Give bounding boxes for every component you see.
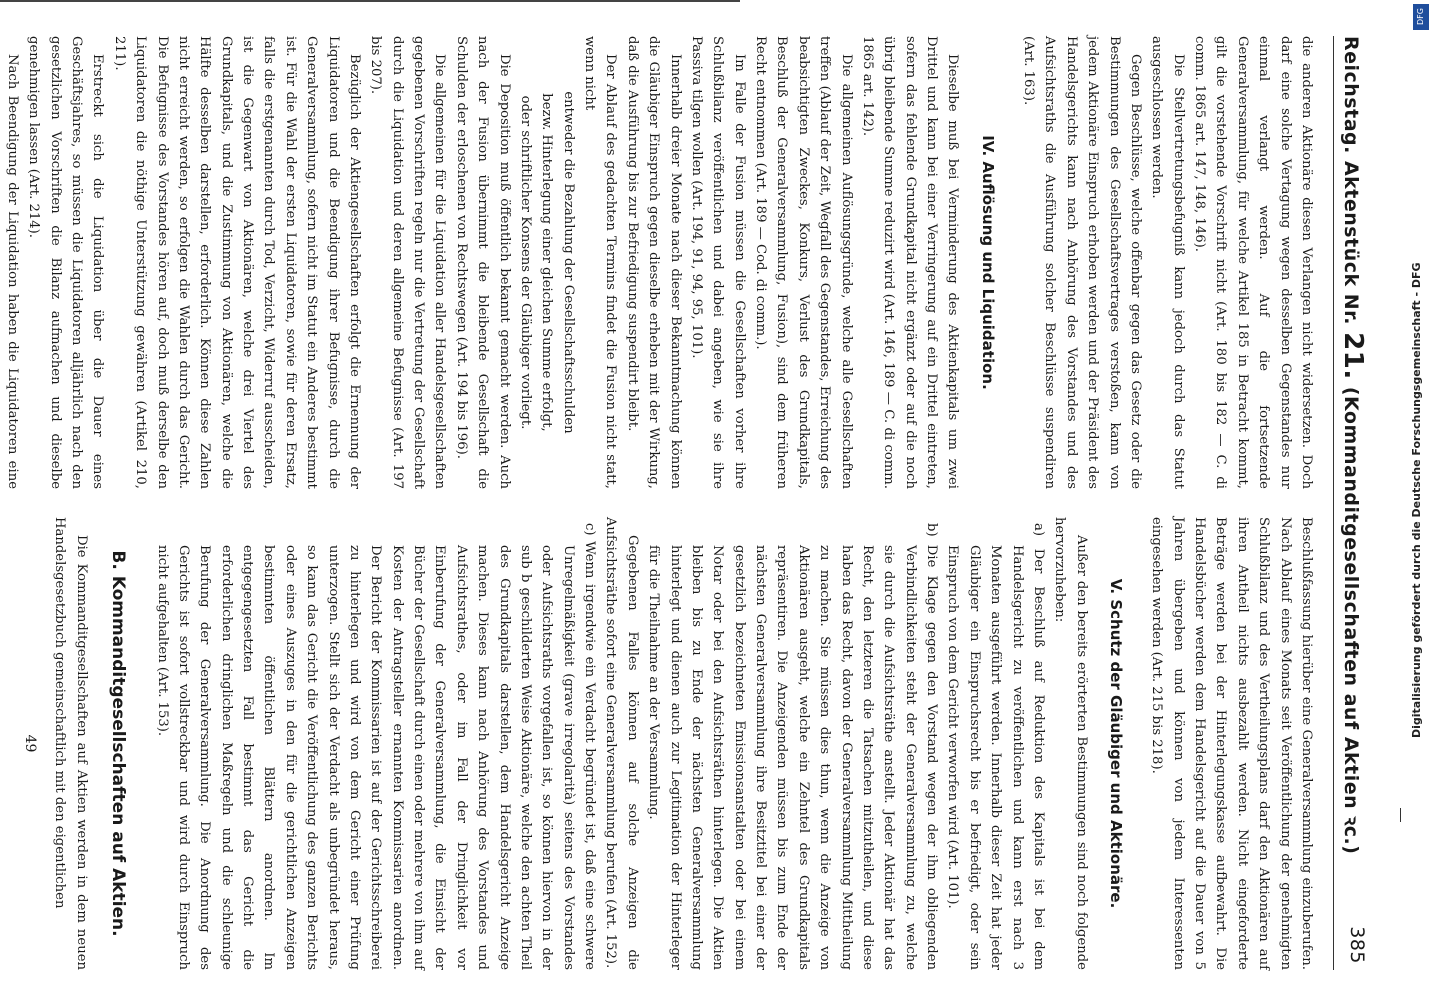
centered-line: bezw. Hinterlegung einer gleichen Summe erfolgt, (539, 93, 555, 432)
list-item: a) Der Beschluß auf Reduktion des Kapitals ist bei dem Handelsgericht zu veröffentlichen und kann erst nach 3 Monaten ausgeführt werden. Innerhalb dieser Zeit hat jeder Gläubiger ein Einspruchsrecht bis er befriedigt, oder sein Einspruch von dem Gericht verworfen wird (Art. 101). (945, 523, 1046, 970)
page-header (1333, 36, 1374, 970)
dfg-logo-icon: DFG (1413, 4, 1429, 30)
margin-mark (1400, 808, 1401, 822)
paragraph: Außer den bereits erörterten Bestimmungen sind noch folgende hervorzuheben: (1052, 517, 1089, 970)
left-column (4, 36, 1317, 489)
paragraph: die anderen Aktionäre diesen Verlangen nicht widersetzen. Doch darf eine solche Vertagung wegen desselben Gegenstandes nur einmal verlangt werden. Auf die fortsetzende Generalversammlung, für welche Artikel 185 in Betracht kommt, gilt die vorstehende Vorschrift nicht (Art. 180 bis 182 — C. di comm. 1865 art. 147, 148, 146). (1192, 36, 1314, 489)
paragraph: Der Ablauf des gedachten Termins findet die Fusion nicht statt, wenn nicht (582, 36, 619, 489)
signature-number: 49 (21, 734, 38, 753)
header-title: (Kommanditgesellschaften auf Aktien ꝛc.) (1340, 386, 1362, 855)
paragraph: Gegen Beschlüsse, welche offenbar gegen das Gesetz oder die Bestimmungen des Gesellschaftsvertrages verstoßen, kann von jedem Aktionäre Einspruch erhoben werden und der Präsident des Handelsgerichts kann nach Anhörung des Vorstandes und des Aufsichtsraths die Ausführung solcher Beschlüsse suspendiren (Art. 163). (1021, 36, 1143, 489)
centered-line: entweder die Bezahlung der Gesellschaftsschulden (560, 91, 576, 434)
paragraph: Beschlußfassung hierüber eine Generalversammlung einzuberufen. Nach Ablauf eines Monats seit Veröffentlichung der genehmigten Schlußbilanz und des Vertheilungsplans darf den Aktionären auf ihren Antheil nichts ausbezahlt werden. Nicht eingeforderte Beträge werden bei der Hinterlegungskasse aufbewahrt. Die Handelsbücher werden dem Handelsgericht auf die Dauer von 5 Jahren übergeben und können von jedem Interessenten eingesehen werden (Art. 215 bis 218). (1149, 517, 1314, 970)
right-column (21, 517, 1317, 970)
paragraph: Die Kommanditgesellschaften auf Aktien werden in dem neuen Handelsgesetzbuch gemeinschaftlich mit den eigentlichen (52, 517, 89, 970)
paragraph: Nach Beendigung der Liquidation haben die Liquidatoren eine (4, 54, 20, 489)
list-item: c) Wenn irgendwie ein Verdacht begründet ist, daß eine schwere Unregelmäßigkeit (grave irregolarità) seitens des Vorstandes oder Aufsichtsraths vorgefallen ist, so können hiervon in der sub b geschilderten Weise Aktionäre, welche den achten Theil des Grundkapitals darstellen, dem Handelsgericht Anzeige machen. Dieses kann nach Anhörung des Vorstandes und Aufsichtsrathes, oder im Fall der Dringlichkeit vor Einberufung der Generalversammlung, die Einsicht der Bücher der Gesellschaft durch einen oder mehrere von ihm auf Kosten der Antragsteller ernannten Kommissarien anordnen. Der Bericht der Kommissarien ist auf der Gerichtsschreiberei zu hinterlegen und wird von dem Gericht einer Prüfung unterzogen. Stellt sich der Verdacht als unbegründet heraus, so kann das Gericht die Veröffentlichung des ganzen Berichts oder eines Auszuges in den für die gerichtlichen Anzeigen bestimmten öffentlichen Blättern anordnen. Im entgegengesetzten Fall bestimmt das Gericht die erforderlichen dringlichen Maßregeln und die schleunige Berufung der Generalversammlung. Die Anordnung des Gerichts ist sofort vollstreckbar und wird durch Einspruch nicht aufgehalten (Art. 153). (154, 523, 598, 970)
section-heading: IV. Auflösung und Liquidation. (978, 135, 997, 390)
paragraph: Die Deposition muß öffentlich bekannt gemacht werden. Auch nach der Fusion übernimmt die bleibende Gesellschaft die Schulden der erloschenen von Rechtswegen (Art. 194 bis 196). (453, 36, 512, 489)
page-number: 385 (1346, 926, 1368, 964)
paragraph: Die allgemeinen für die Liquidation aller Handelsgesellschaften gegebenen Vorschriften regeln nur die Vertretung der Gesellschaft durch die Liquidation und deren allgemeine Befugnisse (Art. 197 bis 207). (368, 36, 448, 489)
header-source: Reichstag. Aktenstück Nr. (1340, 36, 1362, 326)
section-heading: V. Schutz der Gläubiger und Aktionäre. (1107, 578, 1125, 909)
paragraph: Die allgemeinen Auflösungsgründe, welche alle Gesellschaften treffen (Ablauf der Zeit, Wegfall des Gegenstandes, Erreichung des beabsichtigten Zweckes, Konkurs, Verlust des Grundkapitals, Beschluß der Generalversammlung, Fusion), sind dem früheren Recht entnommen (Art. 189 — Cod. di comm.). (753, 36, 854, 489)
centered-line: oder schriftlicher Konsens der Gläubiger vorliegt. (517, 95, 533, 430)
chapter-heading: B. Kommanditgesellschaften auf Aktien. (108, 550, 129, 937)
paragraph: Erstreckt sich die Liquidation über die Dauer eines Geschäftsjahres, so müssen die Liquidatoren alljährlich nach den gesetzlichen Vorschriften die Bilanz aufmachen und dieselbe genehmigen lassen (Art. 214). (26, 36, 106, 489)
paragraph: Dieselbe muß bei Verminderung des Aktienkapitals um zwei Drittel und kann bei einer Verringerung auf ein Drittel eintreten, sofern das fehlende Grundkapital nicht ergänzt oder auf die noch übrig bleibende Summe reduzirt wird (Art. 146, 189 — C. di comm. 1865 art. 142). (859, 36, 961, 489)
header-number: 21. (1338, 332, 1368, 380)
paragraph: Bezüglich der Aktiengesellschaften erfolgt die Ernennung der Liquidatoren und die Beendigung ihrer Befugnisse, durch die Generalversammlung, sofern nicht im Statut ein Anderes bestimmt ist. Für die Wahl der ersten Liquidatoren, sowie für deren Ersatz, falls die erstgenannten durch Tod, Verzicht, Widerruf ausscheiden, ist die Gegenwart von Aktionären, welche drei Viertel des Grundkapitals, und die Zustimmung von Aktionären, welche die Hälfte desselben darstellen, erforderlich. Können diese Zahlen nicht erreicht werden, so erfolgen die Wahlen durch das Gericht. Die Befugnisse des Vorstandes hören auf, doch muß derselbe den Liquidatoren die nöthige Unterstützung gewähren (Artikel 210, 211). (111, 36, 362, 489)
list-item: b) Die Klage gegen den Vorstand wegen der ihm obliegenden Verbindlichkeiten steht der Generalversammlung zu, welche sie durch die Aufsichtsräthe anstellt. Jeder Aktionär hat das Recht, den letzteren die Tatsachen mitzutheilen, und diese haben das Recht, davon der Generalversammlung Mittheilung zu machen. Sie müssen dies thun, wenn die Anzeige von Aktionären ausgeht, welche ein Zehntel des Grundkapitals repräsentiren. Die Anzeigenden müssen bis zum Ende der nächsten Generalversammlung ihre Besitztitel bei einer der gesetzlich bezeichneten Emissionsanstalten oder bei einem Notar oder bei den Aufsichtsräthen hinterlegen. Die Aktien bleiben bis zu Ende der nächsten Generalversammlung hinterlegt und dienen auch zur Legitimation der Hinterleger für die Theilnahme an der Versammlung. (646, 523, 940, 970)
header-left (1338, 36, 1368, 854)
paragraph: Gegebenen Falles können auf solche Anzeigen die Aufsichtsräthe sofort eine Generalversammlung berufen (Art. 152). (603, 517, 640, 970)
paragraph: Innerhalb dreier Monate nach dieser Bekanntmachung können die Gläubiger Einspruch gegen dieselbe erheben mit der Wirkung, daß die Ausführung bis zur Befriedigung suspendirt bleibt. (624, 36, 683, 489)
text-columns (4, 36, 1317, 970)
paragraph: Im Falle der Fusion müssen die Gesellschaften vorher ihre Schlußbilanz veröffentlichen und dabei angeben, wie sie ihre Passiva tilgen wollen (Art. 194, 91, 94, 95, 101). (688, 36, 747, 489)
digitization-credit: Digitalisierung gefördert durch die Deutsche Forschungsgemeinschaft - DFG (1410, 262, 1423, 738)
paragraph: Die Stellvertretungsbefugniß kann jedoch durch das Statut ausgeschlossen werden. (1149, 36, 1186, 489)
